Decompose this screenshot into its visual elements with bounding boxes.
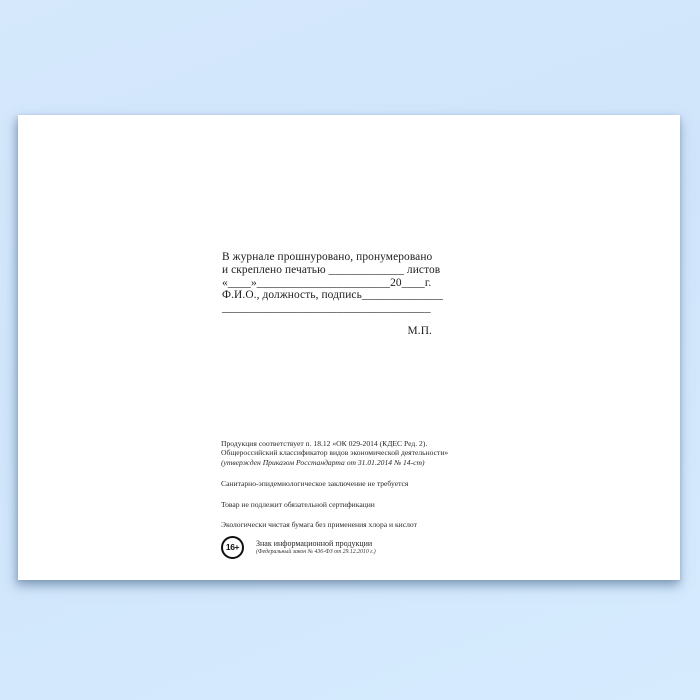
seal-place-mark: М.П. (407, 324, 432, 337)
certification-note: Товар не подлежит обязательной сертификации (221, 499, 375, 509)
sanitary-note: Санитарно-эпидемиологическое заключение не требуется (221, 479, 409, 489)
stamp-line-date: «____»_______________________20____г. (222, 276, 432, 289)
age-rating-row (221, 536, 461, 559)
age-16-plus-icon: 16+ (221, 536, 244, 559)
age-badge-text (256, 536, 376, 556)
product-info-block (221, 439, 461, 559)
stamp-line-sealed-sheets: и скреплено печатью _____________ листов (222, 263, 441, 276)
stamp-signature-block (222, 251, 444, 338)
compliance-note-line3: (утвержден Приказом Росстандарта от 31.01.2014 № 14-ст) (221, 457, 425, 467)
stamp-line-name-position-signature: Ф.И.О., должность, подпись______________ (222, 289, 444, 302)
compliance-note-line1: Продукция соответствует п. 18.12 «ОК 029-2014 (КДЕС Ред. 2). (221, 439, 428, 448)
stamp-line-blank: ____________________________________ (222, 302, 431, 315)
eco-paper-note: Экологически чистая бумага без применения хлора и кислот (221, 520, 417, 530)
compliance-note-line2: Общероссийский классификатор видов экономической деятельности» (221, 448, 449, 458)
stamp-line-laced: В журнале прошнуровано, пронумеровано (222, 251, 433, 263)
age-badge-law-reference: (Федеральный закон № 436-ФЗ от 29.12.2010 г.) (256, 549, 376, 556)
age-badge-title: Знак информационной продукции (256, 539, 373, 549)
journal-back-page (18, 115, 680, 580)
